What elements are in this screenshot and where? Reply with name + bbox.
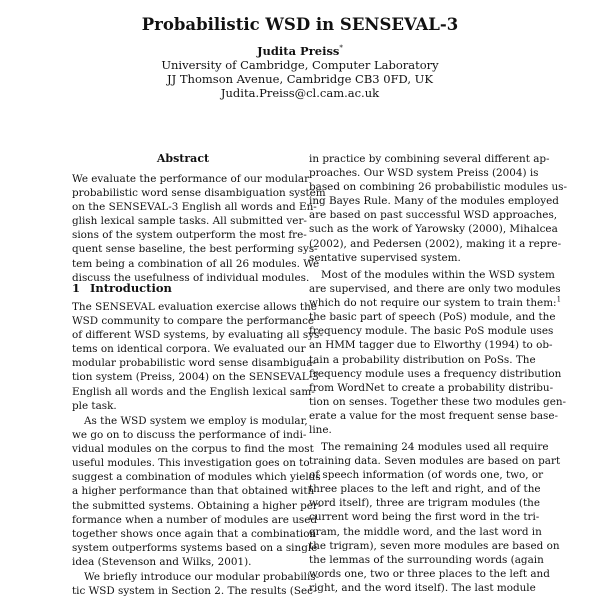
author-email: Judita.Preiss@cl.cam.ac.uk	[220, 86, 380, 100]
intro-line: together shows once again that a combination	[72, 527, 317, 540]
body-line: the trigram), seven more modules are based on	[309, 539, 560, 552]
intro-line: As the WSD system we employ is modular,	[84, 415, 308, 427]
intro-line: WSD community to compare the performance	[72, 315, 315, 328]
body-line: erate a value for the most frequent sense base-	[309, 409, 558, 422]
right-paragraph-1	[309, 152, 568, 265]
section-title: Introduction	[90, 281, 172, 295]
body-line: gram, the middle word, and the last word in	[309, 525, 542, 538]
abstract-line: probabilistic word sense disambiguation system	[72, 187, 326, 200]
abstract-line: sions of the system outperform the most fre-	[72, 229, 307, 242]
abstract-heading: Abstract	[156, 152, 210, 165]
body-line: sentative supervised system.	[309, 251, 461, 264]
intro-line: modular probabilistic word sense disambigua-	[72, 357, 316, 370]
body-line: The remaining 24 modules used all require	[321, 441, 549, 453]
body-line: three places to the left and right, and of the	[309, 483, 541, 496]
intro-line: a higher performance than that obtained with	[72, 485, 315, 498]
abstract-line: discuss the usefulness of individual modules.	[72, 271, 310, 284]
intro-line: tems on identical corpora. We evaluated our	[72, 343, 306, 356]
body-line: line.	[309, 424, 332, 437]
intro-line: The SENSEVAL evaluation exercise allows the	[72, 301, 317, 313]
body-line: current word being the first word in the tri-	[309, 511, 540, 524]
body-line: tion on senses. Together these two modules gen-	[309, 395, 567, 408]
intro-line: of different WSD systems, by evaluating all sys-	[72, 329, 323, 342]
intro-line: formance when a number of modules are used	[72, 513, 318, 526]
body-line: the lemmas of the surrounding words (again	[309, 553, 544, 566]
body-line: in practice by combining several different ap-	[309, 153, 550, 165]
author-footnote-mark: *	[339, 44, 343, 53]
section-heading-introduction	[72, 281, 172, 295]
right-paragraph-3	[309, 440, 561, 595]
body-line: frequency module uses a frequency distribution	[309, 367, 562, 380]
intro-paragraph-3	[72, 570, 320, 598]
intro-line: we go on to discuss the performance of indi-	[72, 429, 307, 442]
body-line: based on combining 26 probabilistic modules us-	[309, 181, 568, 194]
intro-line: English all words and the English lexical sam-	[72, 385, 315, 398]
abstract-line: quent sense baseline, the best performing sys-	[72, 243, 318, 256]
section-number: 1	[72, 281, 81, 295]
paper-title: Probabilistic WSD in SENSEVAL-3	[141, 15, 459, 34]
body-line: right, and the word itself). The last module	[309, 581, 536, 594]
body-line: (2002), and Pedersen (2002), making it a repre-	[309, 237, 562, 250]
body-line: proaches. Our WSD system Preiss (2004) is	[309, 167, 539, 180]
body-line: frequency module. The basic PoS module uses	[309, 325, 554, 338]
body-line: words one, two or three places to the left and	[309, 567, 550, 580]
body-line: such as the work of Yarowsky (2000), Mihalcea	[309, 223, 558, 236]
abstract-body	[72, 172, 326, 285]
abstract-line: on the SENSEVAL-3 English all words and En-	[72, 201, 317, 214]
intro-line: tic WSD system in Section 2. The results (Sec-	[72, 585, 317, 598]
footnote-mark: 1	[556, 295, 562, 304]
body-line: are based on past successful WSD approaches,	[309, 209, 558, 222]
intro-line: useful modules. This investigation goes on to	[72, 457, 310, 470]
abstract-line: We evaluate the performance of our modular	[72, 173, 310, 185]
body-line: from WordNet to create a probability distribu-	[309, 381, 554, 394]
intro-line: ple task.	[72, 399, 117, 412]
abstract-line: glish lexical sample tasks. All submitted ver-	[72, 215, 307, 228]
body-line: word itself), three are trigram modules (the	[309, 497, 540, 510]
author-affiliation-1: University of Cambridge, Computer Laboratory	[161, 58, 439, 72]
intro-line: idea (Stevenson and Wilks, 2001).	[72, 555, 252, 568]
intro-line: the submitted systems. Obtaining a higher per-	[72, 499, 322, 512]
intro-line: We briefly introduce our modular probabilis-	[84, 571, 320, 583]
body-line: training data. Seven modules are based on part	[309, 455, 561, 468]
intro-line: suggest a combination of modules which yields	[72, 471, 321, 484]
body-line: are supervised, and there are only two modules	[309, 283, 561, 296]
intro-line: tion system (Preiss, 2004) on the SENSEVAL-3	[72, 371, 319, 384]
author-affiliation-2: JJ Thomson Avenue, Cambridge CB3 0FD, UK	[167, 72, 433, 86]
body-line: of speech information (of words one, two, or	[309, 469, 544, 482]
intro-line: vidual modules on the corpus to find the most	[72, 443, 314, 456]
intro-paragraph-1	[72, 300, 323, 413]
body-line: ing Bayes Rule. Many of the modules employed	[309, 195, 559, 208]
author-name: Judita Preiss	[257, 44, 340, 58]
abstract-line: tem being a combination of all 26 modules. We	[72, 257, 320, 270]
intro-line: system outperforms systems based on a single	[72, 541, 318, 554]
right-paragraph-2	[309, 268, 567, 437]
body-line: the basic part of speech (PoS) module, and the	[309, 311, 556, 324]
body-line	[309, 295, 562, 310]
author-block	[0, 44, 600, 100]
body-line: an HMM tagger due to Elworthy (1994) to ob-	[309, 339, 553, 352]
body-line: tain a probability distribution on PoSs. The	[309, 353, 536, 366]
body-text: which do not require our system to train them:	[309, 297, 557, 310]
body-line: Most of the modules within the WSD system	[321, 269, 555, 281]
